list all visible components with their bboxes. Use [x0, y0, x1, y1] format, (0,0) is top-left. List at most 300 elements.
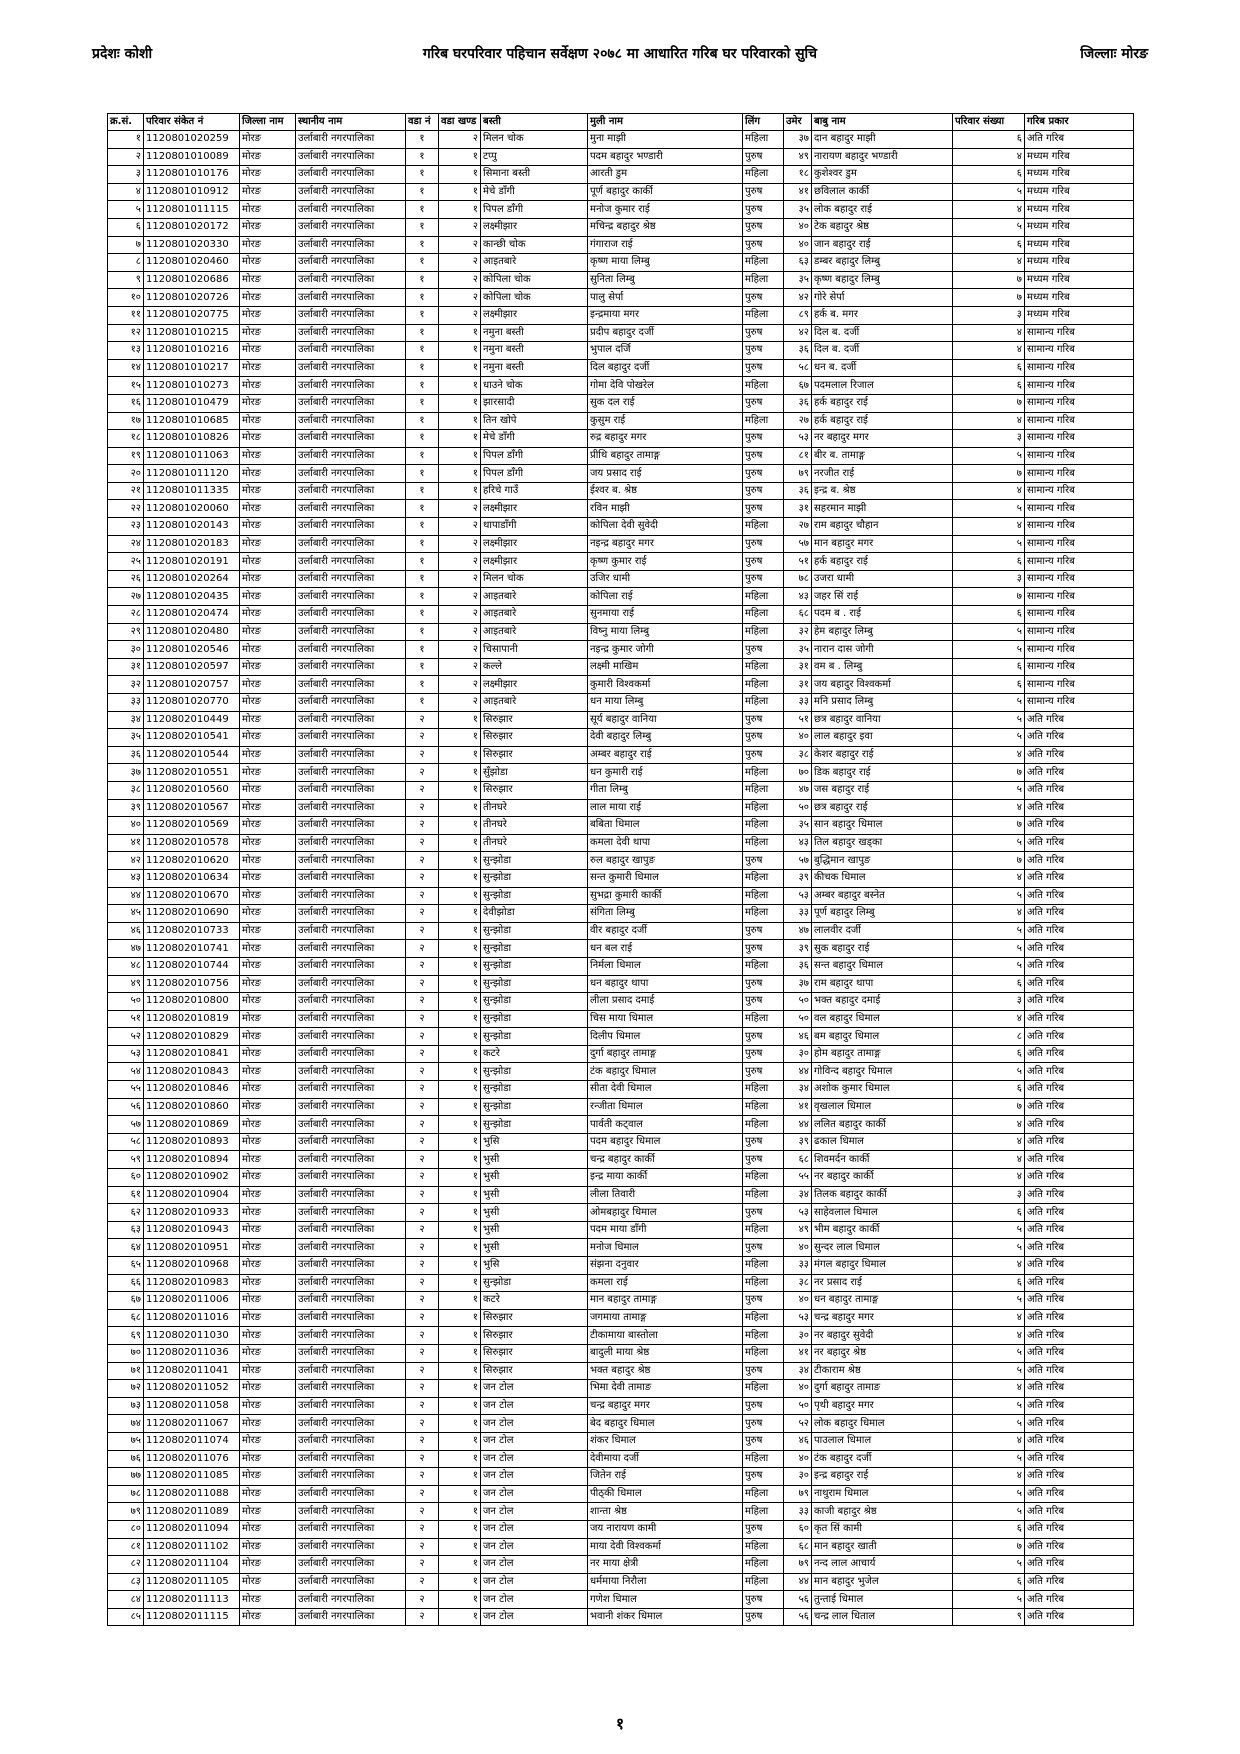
cell-gender: महिला	[743, 1538, 784, 1556]
cell-gender: महिला	[743, 1450, 784, 1468]
cell-local-body: उर्लाबारी नगरपालिका	[296, 254, 406, 272]
cell-ward-section: १	[439, 887, 481, 905]
cell-ward-section: १	[439, 1573, 481, 1591]
cell-gender: पुरुष	[743, 729, 784, 747]
cell-age: ३५	[784, 641, 812, 659]
cell-district: मोरङ	[240, 1397, 296, 1415]
cell-gender: महिला	[743, 606, 784, 624]
cell-serial: १२	[108, 324, 144, 342]
cell-local-body: उर्लाबारी नगरपालिका	[296, 1274, 406, 1292]
cell-head-name: दिल बहादुर दर्जी	[588, 359, 743, 377]
cell-family-size: ३	[953, 306, 1025, 324]
cell-ward-section: १	[439, 1344, 481, 1362]
cell-settlement: सुन्झोडा	[481, 1116, 588, 1134]
cell-family-size: ४	[953, 412, 1025, 430]
cell-age: ५०	[784, 799, 812, 817]
cell-district: मोरङ	[240, 869, 296, 887]
cell-ward-section: १	[439, 412, 481, 430]
cell-district: मोरङ	[240, 430, 296, 448]
table-row	[108, 518, 1134, 536]
cell-family-code: 1120802010569	[144, 817, 240, 835]
cell-poverty-type: अति गरिब	[1025, 1169, 1134, 1187]
cell-ward: १	[406, 623, 439, 641]
cell-settlement: सुन्झोडा	[481, 852, 588, 870]
cell-head-name: पीठ्की धिमाल	[588, 1485, 743, 1503]
cell-poverty-type: अति गरिब	[1025, 781, 1134, 799]
cell-age: ४६	[784, 1432, 812, 1450]
cell-age: ३९	[784, 1133, 812, 1151]
cell-poverty-type: अति गरिब	[1025, 1397, 1134, 1415]
cell-gender: पुरुष	[743, 447, 784, 465]
cell-local-body: उर्लाबारी नगरपालिका	[296, 271, 406, 289]
cell-settlement: सिरुझार	[481, 1344, 588, 1362]
cell-ward-section: १	[439, 430, 481, 448]
cell-settlement: हरिचे गाउँ	[481, 482, 588, 500]
cell-ward-section: १	[439, 1292, 481, 1310]
cell-father-name: इन्द्र बहादुर राई	[812, 1468, 953, 1486]
cell-serial: ७१	[108, 1362, 144, 1380]
cell-father-name: छविलाल कार्की	[812, 183, 953, 201]
cell-age: ५८	[784, 359, 812, 377]
cell-district: मोरङ	[240, 1503, 296, 1521]
cell-gender: पुरुष	[743, 500, 784, 518]
cell-father-name: भीम बहादुर कार्की	[812, 1221, 953, 1239]
cell-district: मोरङ	[240, 711, 296, 729]
cell-ward: २	[406, 1344, 439, 1362]
cell-local-body: उर्लाबारी नगरपालिका	[296, 1221, 406, 1239]
table-row	[108, 1239, 1134, 1257]
cell-poverty-type: अति गरिब	[1025, 1591, 1134, 1609]
table-row	[108, 1450, 1134, 1468]
household-table-container	[107, 113, 1133, 1626]
cell-father-name: छत्र बहादुर राई	[812, 799, 953, 817]
cell-settlement: सुन्झोडा	[481, 957, 588, 975]
cell-family-size: ६	[953, 236, 1025, 254]
cell-settlement: पिपल डाँगी	[481, 201, 588, 219]
cell-age: ४७	[784, 922, 812, 940]
cell-district: मोरङ	[240, 359, 296, 377]
cell-father-name: पदम ब . राई	[812, 606, 953, 624]
cell-age: ६०	[784, 1520, 812, 1538]
cell-district: मोरङ	[240, 781, 296, 799]
cell-ward: २	[406, 1450, 439, 1468]
cell-family-size: ६	[953, 1081, 1025, 1099]
cell-poverty-type: अति गरिब	[1025, 1098, 1134, 1116]
cell-ward: २	[406, 1573, 439, 1591]
cell-local-body: उर्लाबारी नगरपालिका	[296, 289, 406, 307]
cell-serial: ५५	[108, 1081, 144, 1099]
cell-settlement: लक्ष्मीझार	[481, 553, 588, 571]
cell-gender: महिला	[743, 271, 784, 289]
cell-father-name: वृखलाल धिमाल	[812, 1098, 953, 1116]
cell-gender: पुरुष	[743, 1133, 784, 1151]
cell-gender: महिला	[743, 799, 784, 817]
cell-age: ६८	[784, 1538, 812, 1556]
cell-family-code: 1120802010968	[144, 1257, 240, 1275]
table-row	[108, 1520, 1134, 1538]
cell-head-name: जगमाया तामाङ्ग	[588, 1309, 743, 1327]
cell-gender: महिला	[743, 957, 784, 975]
cell-poverty-type: अति गरिब	[1025, 1081, 1134, 1099]
cell-district: मोरङ	[240, 676, 296, 694]
table-row	[108, 359, 1134, 377]
cell-district: मोरङ	[240, 1169, 296, 1187]
cell-poverty-type: मध्यम गरिब	[1025, 218, 1134, 236]
cell-family-size: ६	[953, 606, 1025, 624]
cell-head-name: प्रीथि बहादुर तामाङ्ग	[588, 447, 743, 465]
cell-ward-section: १	[439, 1063, 481, 1081]
cell-age: ४३	[784, 834, 812, 852]
cell-father-name: काजी बहादुर श्रेष्ठ	[812, 1503, 953, 1521]
cell-serial: १३	[108, 342, 144, 360]
cell-poverty-type: अति गरिब	[1025, 993, 1134, 1011]
cell-family-code: 1120802011052	[144, 1380, 240, 1398]
cell-family-code: 1120801011115	[144, 201, 240, 219]
cell-ward-section: १	[439, 993, 481, 1011]
cell-local-body: उर्लाबारी नगरपालिका	[296, 764, 406, 782]
cell-ward-section: १	[439, 1239, 481, 1257]
cell-head-name: मान बहादुर तामाङ्ग	[588, 1292, 743, 1310]
cell-settlement: नमुना बस्ती	[481, 324, 588, 342]
cell-poverty-type: अति गरिब	[1025, 1063, 1134, 1081]
cell-head-name: गणेश धिमाल	[588, 1591, 743, 1609]
cell-district: मोरङ	[240, 1063, 296, 1081]
cell-father-name: नर बहादुर सुवेदी	[812, 1327, 953, 1345]
cell-gender: महिला	[743, 131, 784, 149]
cell-local-body: उर्लाबारी नगरपालिका	[296, 359, 406, 377]
table-row	[108, 1081, 1134, 1099]
cell-ward-section: १	[439, 201, 481, 219]
cell-poverty-type: अति गरिब	[1025, 1327, 1134, 1345]
cell-gender: महिला	[743, 1081, 784, 1099]
cell-serial: ५२	[108, 1028, 144, 1046]
cell-local-body: उर्लाबारी नगरपालिका	[296, 1327, 406, 1345]
cell-poverty-type: अति गरिब	[1025, 1520, 1134, 1538]
col-header-gender: लिंग	[743, 114, 784, 131]
cell-gender: पुरुष	[743, 570, 784, 588]
cell-ward: २	[406, 1485, 439, 1503]
cell-family-size: ५	[953, 218, 1025, 236]
table-row	[108, 641, 1134, 659]
cell-poverty-type: अति गरिब	[1025, 1257, 1134, 1275]
cell-family-size: ५	[953, 729, 1025, 747]
cell-head-name: बादुली माया श्रेष्ठ	[588, 1344, 743, 1362]
cell-head-name: बेद बहादुर धिमाल	[588, 1415, 743, 1433]
cell-ward: १	[406, 359, 439, 377]
cell-age: ३९	[784, 940, 812, 958]
cell-ward: २	[406, 1239, 439, 1257]
cell-head-name: प्रदीप बहादुर दर्जी	[588, 324, 743, 342]
table-row	[108, 465, 1134, 483]
cell-family-size: ४	[953, 1116, 1025, 1134]
cell-settlement: तिन खोपे	[481, 412, 588, 430]
cell-age: ४१	[784, 1344, 812, 1362]
cell-gender: पुरुष	[743, 922, 784, 940]
cell-poverty-type: सामान्य गरिब	[1025, 588, 1134, 606]
cell-family-code: 1120802010541	[144, 729, 240, 747]
cell-poverty-type: सामान्य गरिब	[1025, 482, 1134, 500]
cell-settlement: टप्पु	[481, 148, 588, 166]
cell-poverty-type: मध्यम गरिब	[1025, 271, 1134, 289]
cell-settlement: जन टोल	[481, 1397, 588, 1415]
cell-local-body: उर्लाबारी नगरपालिका	[296, 1380, 406, 1398]
cell-poverty-type: मध्यम गरिब	[1025, 183, 1134, 201]
cell-district: मोरङ	[240, 606, 296, 624]
cell-district: मोरङ	[240, 746, 296, 764]
cell-father-name: साहेवलाल धिमाल	[812, 1204, 953, 1222]
cell-serial: ४२	[108, 852, 144, 870]
cell-ward: १	[406, 553, 439, 571]
col-header-head-name: मुली नाम	[588, 114, 743, 131]
cell-district: मोरङ	[240, 377, 296, 395]
cell-poverty-type: अति गरिब	[1025, 1538, 1134, 1556]
cell-ward: २	[406, 781, 439, 799]
cell-age: ४०	[784, 1239, 812, 1257]
cell-gender: पुरुष	[743, 1520, 784, 1538]
cell-ward: २	[406, 1063, 439, 1081]
cell-district: मोरङ	[240, 1010, 296, 1028]
cell-family-size: ४	[953, 342, 1025, 360]
cell-age: ४०	[784, 218, 812, 236]
table-row	[108, 1309, 1134, 1327]
cell-age: ३२	[784, 623, 812, 641]
cell-district: मोरङ	[240, 940, 296, 958]
cell-gender: महिला	[743, 254, 784, 272]
cell-father-name: सहरमान माझी	[812, 500, 953, 518]
col-header-settlement: बस्ती	[481, 114, 588, 131]
cell-gender: महिला	[743, 1116, 784, 1134]
table-row	[108, 869, 1134, 887]
cell-gender: पुरुष	[743, 641, 784, 659]
cell-father-name: कुशेश्वर डुम	[812, 166, 953, 184]
cell-ward: २	[406, 975, 439, 993]
cell-gender: महिला	[743, 1169, 784, 1187]
cell-age: ३०	[784, 1468, 812, 1486]
cell-serial: ४८	[108, 957, 144, 975]
cell-serial: ११	[108, 306, 144, 324]
cell-poverty-type: अति गरिब	[1025, 957, 1134, 975]
cell-head-name: नइन्द्र कुमार जोगी	[588, 641, 743, 659]
cell-family-code: 1120802011006	[144, 1292, 240, 1310]
cell-father-name: लालवीर दर्जी	[812, 922, 953, 940]
cell-poverty-type: अति गरिब	[1025, 1362, 1134, 1380]
cell-family-code: 1120802010819	[144, 1010, 240, 1028]
cell-settlement: कटरे	[481, 1045, 588, 1063]
table-row	[108, 1362, 1134, 1380]
cell-family-code: 1120801020191	[144, 553, 240, 571]
cell-ward-section: १	[439, 729, 481, 747]
cell-family-code: 1120802010551	[144, 764, 240, 782]
cell-ward-section: १	[439, 148, 481, 166]
cell-father-name: हेम बहादुर लिम्बु	[812, 623, 953, 641]
cell-ward-section: १	[439, 922, 481, 940]
cell-local-body: उर्लाबारी नगरपालिका	[296, 1204, 406, 1222]
cell-age: ३९	[784, 869, 812, 887]
cell-settlement: जन टोल	[481, 1380, 588, 1398]
cell-gender: पुरुष	[743, 430, 784, 448]
cell-poverty-type: अति गरिब	[1025, 834, 1134, 852]
cell-father-name: कृत सिं कामी	[812, 1520, 953, 1538]
cell-head-name: कृष्ण कुमार राई	[588, 553, 743, 571]
cell-poverty-type: अति गरिब	[1025, 1468, 1134, 1486]
cell-poverty-type: अति गरिब	[1025, 887, 1134, 905]
table-row	[108, 1538, 1134, 1556]
cell-ward-section: १	[439, 975, 481, 993]
cell-district: मोरङ	[240, 271, 296, 289]
cell-serial: ६५	[108, 1257, 144, 1275]
cell-gender: पुरुष	[743, 1468, 784, 1486]
cell-gender: पुरुष	[743, 1063, 784, 1081]
cell-age: ३३	[784, 905, 812, 923]
cell-local-body: उर्लाबारी नगरपालिका	[296, 1397, 406, 1415]
cell-settlement: जन टोल	[481, 1520, 588, 1538]
cell-father-name: दिल ब. दर्जी	[812, 342, 953, 360]
cell-age: ३६	[784, 482, 812, 500]
cell-ward: १	[406, 218, 439, 236]
table-row	[108, 887, 1134, 905]
cell-local-body: उर्लाबारी नगरपालिका	[296, 1503, 406, 1521]
table-row	[108, 1468, 1134, 1486]
cell-family-size: ५	[953, 781, 1025, 799]
cell-father-name: नन्द लाल आचार्य	[812, 1556, 953, 1574]
cell-family-code: 1120801020770	[144, 694, 240, 712]
district-label: जिल्लाः मोरङ	[1080, 46, 1148, 62]
cell-serial: ७६	[108, 1450, 144, 1468]
cell-serial: ४६	[108, 922, 144, 940]
cell-ward: २	[406, 799, 439, 817]
cell-district: मोरङ	[240, 905, 296, 923]
cell-local-body: उर्लाबारी नगरपालिका	[296, 553, 406, 571]
col-header-father-name: बाबु नाम	[812, 114, 953, 131]
cell-head-name: जितेन राई	[588, 1468, 743, 1486]
cell-father-name: नर प्रसाद राई	[812, 1274, 953, 1292]
cell-poverty-type: सामान्य गरिब	[1025, 570, 1134, 588]
cell-family-code: 1120802011030	[144, 1327, 240, 1345]
cell-district: मोरङ	[240, 289, 296, 307]
cell-ward-section: १	[439, 1098, 481, 1116]
cell-age: ३३	[784, 1503, 812, 1521]
cell-serial: २९	[108, 623, 144, 641]
cell-father-name: दुर्गा बहादुर तामाङ	[812, 1380, 953, 1398]
cell-father-name: केशर बहादुर राई	[812, 746, 953, 764]
cell-age: ३४	[784, 1081, 812, 1099]
cell-father-name: पदमलाल रिजाल	[812, 377, 953, 395]
cell-gender: महिला	[743, 1556, 784, 1574]
cell-ward: २	[406, 1081, 439, 1099]
cell-age: ४७	[784, 781, 812, 799]
cell-settlement: जन टोल	[481, 1485, 588, 1503]
cell-family-code: 1120802010744	[144, 957, 240, 975]
cell-serial: ६१	[108, 1186, 144, 1204]
cell-poverty-type: अति गरिब	[1025, 1010, 1134, 1028]
col-header-age: उमेर	[784, 114, 812, 131]
table-row	[108, 500, 1134, 518]
cell-local-body: उर्लाबारी नगरपालिका	[296, 324, 406, 342]
cell-poverty-type: अति गरिब	[1025, 131, 1134, 149]
cell-head-name: पदम माया डाँगी	[588, 1221, 743, 1239]
cell-head-name: जय नारायण कामी	[588, 1520, 743, 1538]
cell-head-name: गंगाराज राई	[588, 236, 743, 254]
cell-serial: ६३	[108, 1221, 144, 1239]
cell-father-name: राम बहादुर चौहान	[812, 518, 953, 536]
cell-district: मोरङ	[240, 183, 296, 201]
cell-local-body: उर्लाबारी नगरपालिका	[296, 1556, 406, 1574]
table-row	[108, 447, 1134, 465]
cell-local-body: उर्लाबारी नगरपालिका	[296, 1362, 406, 1380]
cell-ward: २	[406, 746, 439, 764]
cell-poverty-type: सामान्य गरिब	[1025, 447, 1134, 465]
cell-poverty-type: अति गरिब	[1025, 975, 1134, 993]
table-row	[108, 148, 1134, 166]
table-row	[108, 1380, 1134, 1398]
cell-ward: १	[406, 430, 439, 448]
cell-ward: १	[406, 166, 439, 184]
cell-family-code: 1120801010826	[144, 430, 240, 448]
cell-district: मोरङ	[240, 887, 296, 905]
cell-district: मोरङ	[240, 447, 296, 465]
cell-local-body: उर्लाबारी नगरपालिका	[296, 447, 406, 465]
cell-ward-section: १	[439, 1151, 481, 1169]
cell-family-size: ६	[953, 1204, 1025, 1222]
cell-head-name: रन्जीता धिमाल	[588, 1098, 743, 1116]
cell-head-name: सुनमाया राई	[588, 606, 743, 624]
cell-district: मोरङ	[240, 500, 296, 518]
cell-poverty-type: अति गरिब	[1025, 1608, 1134, 1626]
cell-family-code: 1120802010843	[144, 1063, 240, 1081]
cell-family-code: 1120801010273	[144, 377, 240, 395]
cell-ward-section: १	[439, 711, 481, 729]
cell-gender: महिला	[743, 1327, 784, 1345]
cell-ward: २	[406, 1432, 439, 1450]
cell-ward-section: १	[439, 1274, 481, 1292]
cell-local-body: उर्लाबारी नगरपालिका	[296, 394, 406, 412]
cell-gender: महिला	[743, 1221, 784, 1239]
cell-age: ३७	[784, 131, 812, 149]
cell-settlement: भुसी	[481, 1204, 588, 1222]
cell-gender: पुरुष	[743, 1239, 784, 1257]
cell-ward-section: २	[439, 218, 481, 236]
cell-head-name: गीता लिम्बु	[588, 781, 743, 799]
cell-age: ३५	[784, 817, 812, 835]
cell-poverty-type: अति गरिब	[1025, 1186, 1134, 1204]
cell-serial: २८	[108, 606, 144, 624]
cell-settlement: लक्ष्मीझार	[481, 218, 588, 236]
cell-family-size: ५	[953, 1397, 1025, 1415]
table-body	[108, 131, 1134, 1626]
cell-age: ५७	[784, 535, 812, 553]
cell-age: ६८	[784, 1151, 812, 1169]
cell-head-name: धन माया लिम्बु	[588, 694, 743, 712]
cell-district: मोरङ	[240, 1239, 296, 1257]
cell-poverty-type: अति गरिब	[1025, 1274, 1134, 1292]
cell-local-body: उर्लाबारी नगरपालिका	[296, 1309, 406, 1327]
cell-ward: २	[406, 1468, 439, 1486]
cell-ward: २	[406, 1608, 439, 1626]
cell-ward-section: १	[439, 1468, 481, 1486]
cell-ward: २	[406, 993, 439, 1011]
table-row	[108, 1556, 1134, 1574]
cell-serial: ९	[108, 271, 144, 289]
cell-ward: १	[406, 535, 439, 553]
cell-ward: २	[406, 1133, 439, 1151]
cell-father-name: जहर सिं राई	[812, 588, 953, 606]
cell-settlement: जन टोल	[481, 1503, 588, 1521]
cell-family-size: ५	[953, 1221, 1025, 1239]
cell-poverty-type: अति गरिब	[1025, 711, 1134, 729]
cell-settlement: सुँझोडा	[481, 764, 588, 782]
cell-settlement: आइतबारे	[481, 588, 588, 606]
cell-ward: २	[406, 1503, 439, 1521]
